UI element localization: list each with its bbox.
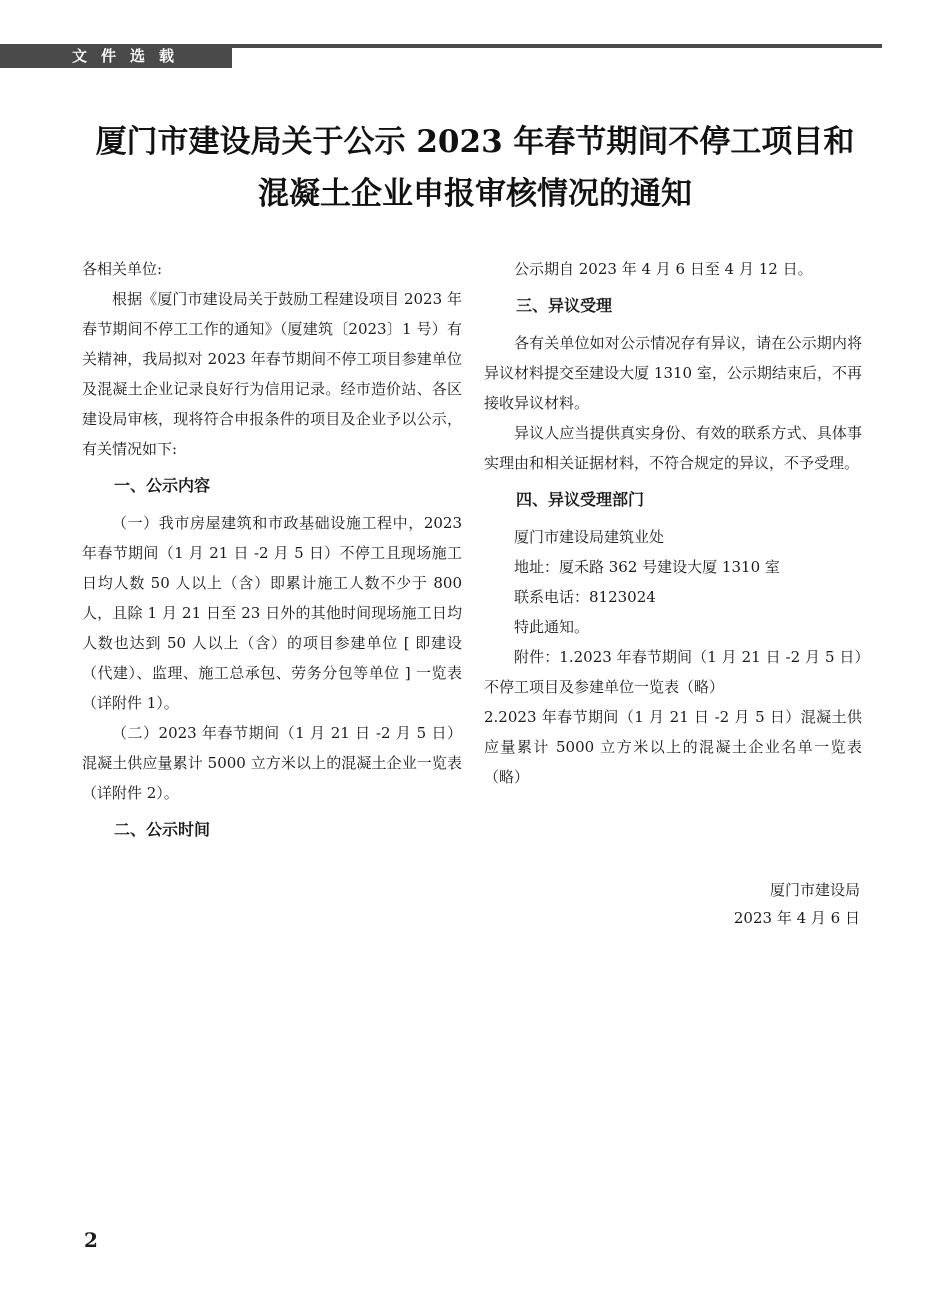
document-title bbox=[0, 116, 950, 220]
section-3-paragraph-1: 各有关单位如对公示情况存有异议，请在公示期内将异议材料提交至建设大厦 1310 室，公示期结束后，不再接收异议材料。 bbox=[484, 334, 862, 412]
section-2-heading: 二、公示时间 bbox=[114, 820, 211, 839]
department-name: 厦门市建设局建筑业处 bbox=[514, 528, 665, 546]
section-1-item-2: （二）2023 年春节期间（1 月 21 日 -2 月 5 日）混凝土供应量累计 5000 立方米以上的混凝土企业一览表（详附件 2）。 bbox=[82, 724, 462, 802]
signature-date: 2023 年 4 月 6 日 bbox=[733, 909, 860, 927]
section-1-heading: 一、公示内容 bbox=[114, 476, 211, 495]
department-address: 地址：厦禾路 362 号建设大厦 1310 室 bbox=[514, 558, 780, 576]
department-phone: 联系电话：8123024 bbox=[514, 588, 656, 606]
section-4-heading: 四、异议受理部门 bbox=[516, 490, 645, 509]
closing-notice: 特此通知。 bbox=[514, 618, 590, 636]
signature-org: 厦门市建设局 bbox=[769, 881, 860, 899]
signature-block bbox=[620, 876, 860, 932]
title-line-2: 混凝土企业申报审核情况的通知 bbox=[258, 176, 692, 212]
publicity-period: 公示期自 2023 年 4 月 6 日至 4 月 12 日。 bbox=[514, 260, 813, 278]
section-label: 文件选载 bbox=[0, 44, 232, 68]
left-column bbox=[82, 254, 462, 852]
intro-paragraph: 根据《厦门市建设局关于鼓励工程建设项目 2023 年春节期间不停工工作的通知》（厦建筑〔2023〕1 号）有关精神，我局拟对 2023 年春节期间不停工项目参建单位及混凝土企业记录良好行为信用记录。经市造价站、各区建设局审核，现将符合申报条件的项目及企业予以公示，有关情况如下: bbox=[82, 290, 462, 458]
section-3-paragraph-2: 异议人应当提供真实身份、有效的联系方式、具体事实理由和相关证据材料，不符合规定的异议，不予受理。 bbox=[484, 424, 862, 472]
section-3-heading: 三、异议受理 bbox=[516, 296, 613, 315]
attachment-1: 附件：1.2023 年春节期间（1 月 21 日 -2 月 5 日）不停工项目及参建单位一览表（略） bbox=[484, 648, 862, 696]
section-header-bar bbox=[0, 44, 882, 68]
attachment-2: 2.2023 年春节期间（1 月 21 日 -2 月 5 日）混凝土供应量累计 5000 立方米以上的混凝土企业名单一览表（略） bbox=[484, 708, 862, 786]
salutation: 各相关单位: bbox=[82, 260, 163, 278]
page-number: 2 bbox=[84, 1228, 98, 1252]
section-1-item-1: （一）我市房屋建筑和市政基础设施工程中，2023 年春节期间（1 月 21 日 -2 月 5 日）不停工且现场施工日均人数 50 人以上（含）即累计施工人数不少于 800 人，且除 1 月 21 日至 23 日外的其他时间现场施工日均人数也达到 50 人以上（含）的项目参建单位 [ 即建设（代建）、监理、施工总承包、劳务分包等单位 ] 一览表（详附件 1）。 bbox=[82, 514, 462, 712]
right-column bbox=[484, 254, 862, 792]
title-line-1: 厦门市建设局关于公示 2023 年春节期间不停工项目和 bbox=[95, 124, 855, 160]
